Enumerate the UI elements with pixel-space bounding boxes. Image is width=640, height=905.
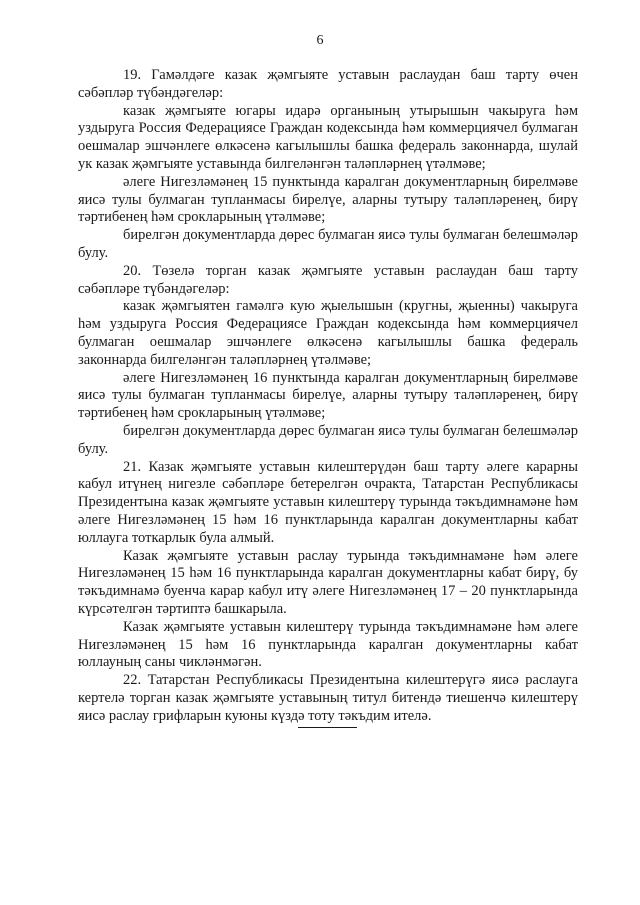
paragraph-20-item-2: әлеге Нигезләмәнең 16 пунктында каралган документларның бирелмәве яисә тулы булмаган тупланмасы бирелүе, аларны тутыру таләпләренең, бирү тәртибенең һәм срокларының үтәлмәве; xyxy=(78,369,578,422)
document-body xyxy=(78,67,578,725)
paragraph-21-resubmission: Казак җәмгыяте уставын раслау турында тәкъдимнамәне һәм әлеге Нигезләмәнең 15 һәм 16 пунктларында каралган документларны кабат бирү, бу тәкъдимнамә буенча карар кабул итү әлеге Нигезләмәнең 17 – 20 пунктларында күрсәтелгән тәртиптә башкарыла. xyxy=(78,547,578,617)
paragraph-19-item-3: бирелгән документларда дөрес булмаган яисә тулы булмаган белешмәләр булу. xyxy=(78,227,578,261)
paragraph-20-item-3: бирелгән документларда дөрес булмаган яисә тулы булмаган белешмәләр булу. xyxy=(78,422,578,457)
paragraph-21-limit: Казак җәмгыяте уставын килештерү турында тәкъдимнамәне һәм әлеге Нигезләмәнең 15 һәм 16 пунктларында каралган документларны кабат юллауның саны чикләнмәгән. xyxy=(78,618,578,671)
paragraph-22: 22. Татарстан Республикасы Президентына килештерүгә яисә раслауга кертелә торган казак җәмгыяте уставының титул битендә тиешенчә килештерү яисә раслау грифларын куюны күздә тоту тәкъдим ителә. xyxy=(78,672,578,724)
paragraph-19-item-2: әлеге Нигезләмәнең 15 пунктында каралган документларның бирелмәве яисә тулы булмаган тупланмасы бирелүе, аларны тутыру таләпләренең, бирү тәртибенең һәм срокларының үтәлмәве; xyxy=(78,173,578,226)
paragraph-19-item-1: казак җәмгыяте югары идарә органының утырышын чакыруга һәм уздыруга Россия Федерациясе Граждан кодексында һәм коммерциячел булмаган оешмалар эшчәнлеге өлкәсенә кагылышлы башка федераль законнарда, шулай ук казак җәмгыяте уставында билгеләнгән таләпләрнең үтәлмәве; xyxy=(78,102,578,172)
paragraph-19-heading: 19. Гамәлдәге казак җәмгыяте уставын раслаудан баш тарту өчен сәбәпләр түбәндәгеләр: xyxy=(78,67,578,101)
end-of-text-rule xyxy=(298,727,357,728)
paragraph-20-heading: 20. Төзелә торган казак җәмгыяте уставын раслаудан баш тарту сәбәпләре түбәндәгеләр: xyxy=(78,262,578,297)
paragraph-21: 21. Казак җәмгыяте уставын килештерүдән баш тарту әлеге карарны кабул итүнең нигезле сәбәпләре бетерелгән очракта, Татарстан Республикасы Президентына казак җәмгыяте уставын килештерү турында тәкъдимнамәне һәм әлеге Нигезләмәнең 15 һәм 16 пунктларында каралган документларны кабат юллауга тоткарлык була алмый. xyxy=(78,458,578,546)
paragraph-20-item-1: казак җәмгыятен гамәлгә кую җыелышын (кругны, җыенны) чакыруга һәм уздыруга Россия Федерациясе Граждан кодексында һәм коммерциячел булмаган оешмалар эшчәнлеге өлкәсенә кагылышлы башка федераль законнарда билгеләнгән таләпләрнең үтәлмәве; xyxy=(78,298,578,368)
page-number: 6 xyxy=(316,33,324,48)
